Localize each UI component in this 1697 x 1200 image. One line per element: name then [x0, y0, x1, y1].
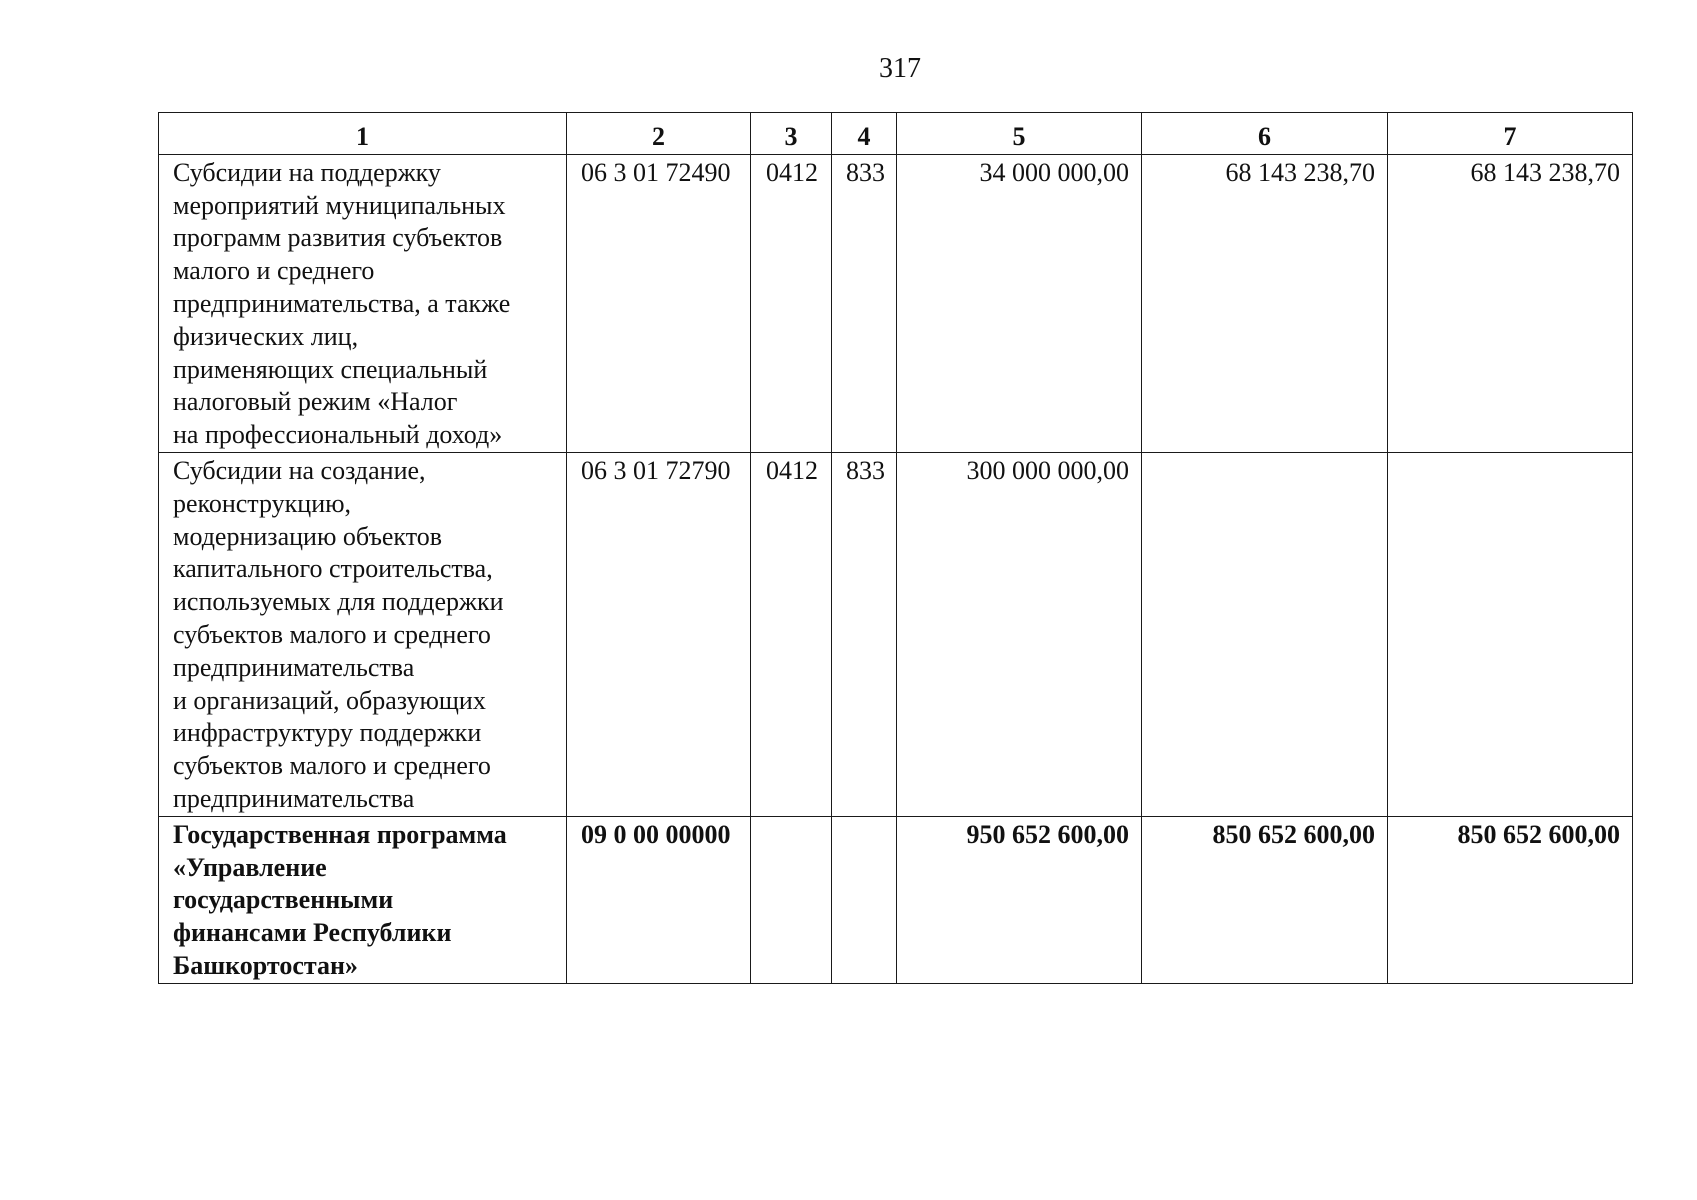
amount-col7 — [1388, 452, 1633, 816]
table-row — [159, 154, 1633, 452]
column-header-3: 3 — [751, 113, 832, 155]
table-row — [159, 816, 1633, 983]
column-header-7: 7 — [1388, 113, 1633, 155]
amount-col7: 68 143 238,70 — [1388, 154, 1633, 452]
section-code — [751, 816, 832, 983]
expense-type-code: 833 — [832, 452, 897, 816]
column-header-5: 5 — [897, 113, 1142, 155]
expense-type-code: 833 — [832, 154, 897, 452]
amount-col6: 850 652 600,00 — [1142, 816, 1388, 983]
row-name-text: Субсидии на поддержку мероприятий муниципальных программ развития субъектов малого и среднего предпринимательства, а также физических лиц, применяющих специальный налоговый режим «Налог на профессиональный доход» — [173, 157, 511, 450]
amount-col7: 850 652 600,00 — [1388, 816, 1633, 983]
column-header-2: 2 — [567, 113, 751, 155]
section-code: 0412 — [751, 154, 832, 452]
row-name — [159, 154, 567, 452]
expense-type-code — [832, 816, 897, 983]
row-name-text: Государственная программа «Управление государственными финансами Республики Башкортостан» — [173, 819, 507, 980]
column-header-1: 1 — [159, 113, 567, 155]
row-name-text: Субсидии на создание, реконструкцию, модернизацию объектов капитального строительства, используемых для поддержки субъектов малого и среднего предпринимательства и организаций, образующих инфраструктуру поддержки субъектов малого и среднего предпринимательства — [173, 455, 504, 813]
column-header-4: 4 — [832, 113, 897, 155]
amount-col5: 300 000 000,00 — [897, 452, 1142, 816]
table-row — [159, 452, 1633, 816]
page-number: 317 — [879, 53, 921, 84]
target-code: 09 0 00 00000 — [567, 816, 751, 983]
target-code: 06 3 01 72490 — [567, 154, 751, 452]
budget-table — [158, 112, 1633, 984]
row-name — [159, 452, 567, 816]
target-code: 06 3 01 72790 — [567, 452, 751, 816]
amount-col5: 950 652 600,00 — [897, 816, 1142, 983]
row-name — [159, 816, 567, 983]
amount-col6 — [1142, 452, 1388, 816]
header-row — [159, 113, 1633, 155]
column-header-6: 6 — [1142, 113, 1388, 155]
amount-col6: 68 143 238,70 — [1142, 154, 1388, 452]
section-code: 0412 — [751, 452, 832, 816]
amount-col5: 34 000 000,00 — [897, 154, 1142, 452]
